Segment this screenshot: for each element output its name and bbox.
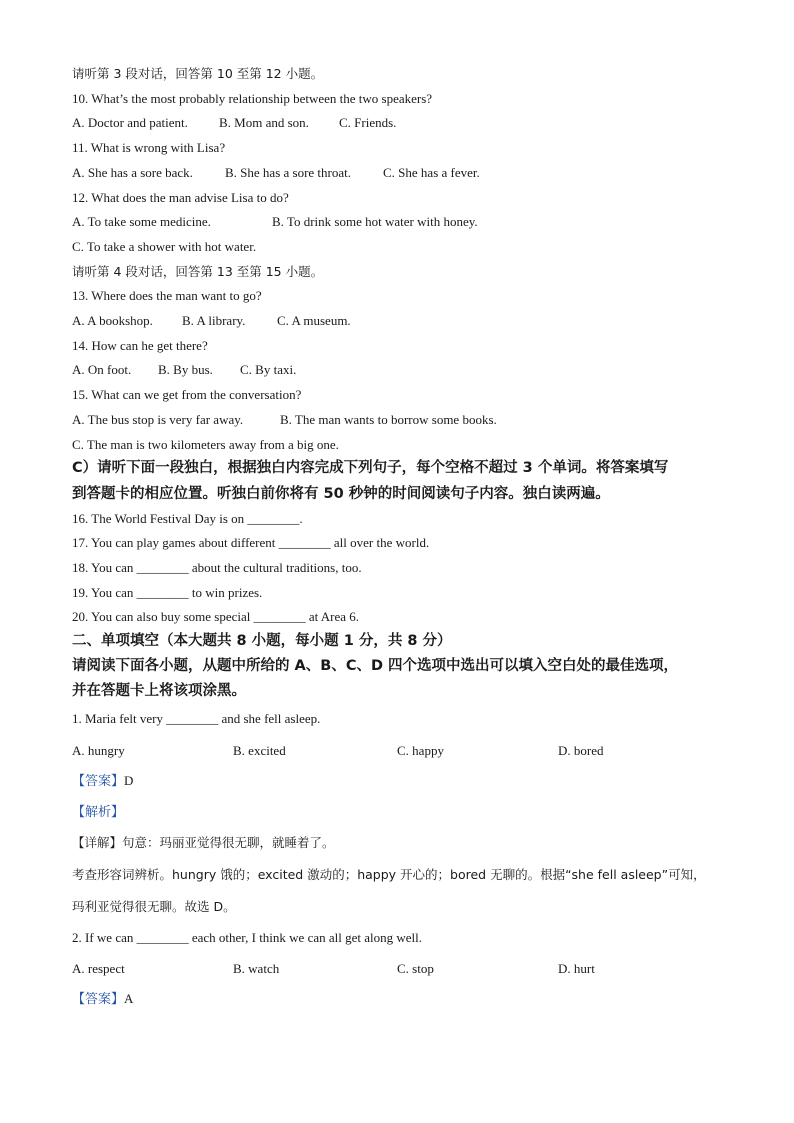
mcq-1-option-d: D. bored <box>558 743 604 758</box>
q10-option-a: A. Doctor and patient. <box>72 115 188 130</box>
question-11: 11. What is wrong with Lisa? <box>72 140 226 155</box>
q10-option-b: B. Mom and son. <box>219 115 309 130</box>
analysis-label: 【解析】 <box>72 805 125 820</box>
section-c-instruction-line1: C）请听下面一段独白，根据独白内容完成下列句子，每个空格不超过 3 个单词。将答案填写 <box>72 460 669 476</box>
detail-text: 句意：玛丽亚觉得很无聊，就睡着了。 <box>122 835 335 850</box>
mcq-2-blank: ________ <box>136 930 189 945</box>
item-20-text-end: at Area 6. <box>305 609 360 624</box>
answer-label: 【答案】 <box>72 992 125 1007</box>
mcq-1-option-c: C. happy <box>397 743 444 758</box>
mcq-2-text-end: each other, I think we can all get along well. <box>188 930 422 945</box>
q11-option-a: A. She has a sore back. <box>72 165 193 180</box>
part4-instruction: 请听第 4 段对话，回答第 13 至第 15 小题。 <box>72 264 324 279</box>
q14-option-a: A. On foot. <box>72 362 132 377</box>
blank-item-18 <box>72 560 362 576</box>
item-20-blank: ________ <box>253 609 306 624</box>
part3-instruction: 请听第 3 段对话，回答第 10 至第 12 小题。 <box>72 66 324 81</box>
q11-option-c: C. She has a fever. <box>383 165 480 180</box>
item-18-blank: ________ <box>136 560 189 575</box>
q15-option-a: A. The bus stop is very far away. <box>72 412 244 427</box>
q12-option-c: C. To take a shower with hot water. <box>72 239 257 254</box>
mcq-2-answer <box>72 991 133 1008</box>
question-10: 10. What’s the most probably relationship between the two speakers? <box>72 91 433 106</box>
answer-value: D <box>124 773 134 788</box>
mcq-1-stem <box>72 711 320 727</box>
mcq-1-detail <box>72 835 335 851</box>
item-20-text: 20. You can also buy some special <box>72 609 254 624</box>
item-19-blank: ________ <box>136 585 189 600</box>
blank-item-17 <box>72 535 429 551</box>
item-17-text: 17. You can play games about different <box>72 535 279 550</box>
q13-option-c: C. A museum. <box>277 313 351 328</box>
section-c-instruction-line2: 到答题卡的相应位置。听独白前你将有 50 秒钟的时间阅读句子内容。独白读两遍。 <box>72 486 610 502</box>
answer-value: A <box>124 991 134 1006</box>
mcq-2-option-a: A. respect <box>72 961 125 976</box>
blank-item-20 <box>72 609 359 625</box>
q15-option-c: C. The man is two kilometers away from a big one. <box>72 437 339 452</box>
mcq-1-analysis <box>72 804 124 821</box>
mcq-1-blank: ________ <box>166 711 219 726</box>
mcq-1-option-a: A. hungry <box>72 743 125 758</box>
part2-instruction-line2: 并在答题卡上将该项涂黑。 <box>72 683 246 699</box>
question-12: 12. What does the man advise Lisa to do? <box>72 190 289 205</box>
item-19-text: 19. You can <box>72 585 137 600</box>
mcq-2-text: 2. If we can <box>72 930 137 945</box>
answer-label: 【答案】 <box>72 774 125 789</box>
q13-option-b: B. A library. <box>182 313 246 328</box>
mcq-1-explanation-line1: 考查形容词辨析。hungry 饿的；excited 激动的；happy 开心的；bored 无聊的。根据“she fell asleep”可知， <box>72 867 706 882</box>
mcq-2-option-c: C. stop <box>397 961 434 976</box>
q12-option-a: A. To take some medicine. <box>72 214 211 229</box>
q13-option-a: A. A bookshop. <box>72 313 153 328</box>
blank-item-19 <box>72 585 262 601</box>
part2-heading: 二、单项填空（本大题共 8 小题，每小题 1 分，共 8 分） <box>72 633 452 649</box>
mcq-1-text: 1. Maria felt very <box>72 711 167 726</box>
q14-option-c: C. By taxi. <box>240 362 297 377</box>
item-16-text: 16. The World Festival Day is on <box>72 511 248 526</box>
q14-option-b: B. By bus. <box>158 362 213 377</box>
mcq-1-option-b: B. excited <box>233 743 286 758</box>
blank-item-16 <box>72 511 303 527</box>
detail-label: 【详解】 <box>72 835 123 850</box>
q15-option-b: B. The man wants to borrow some books. <box>280 412 497 427</box>
q10-option-c: C. Friends. <box>339 115 397 130</box>
item-18-text-end: about the cultural traditions, too. <box>188 560 362 575</box>
item-18-text: 18. You can <box>72 560 137 575</box>
question-15: 15. What can we get from the conversation? <box>72 387 302 402</box>
q12-option-b: B. To drink some hot water with honey. <box>272 214 478 229</box>
mcq-1-answer <box>72 773 133 790</box>
mcq-2-option-d: D. hurt <box>558 961 595 976</box>
item-16-text-end: . <box>299 511 303 526</box>
mcq-1-explanation-line2: 玛利亚觉得很无聊。故选 D。 <box>72 899 236 914</box>
question-13: 13. Where does the man want to go? <box>72 288 262 303</box>
part2-instruction-line1: 请阅读下面各小题，从题中所给的 A、B、C、D 四个选项中选出可以填入空白处的最佳选项， <box>72 658 679 674</box>
q11-option-b: B. She has a sore throat. <box>225 165 352 180</box>
mcq-2-stem <box>72 930 422 946</box>
mcq-1-text-end: and she fell asleep. <box>218 711 321 726</box>
item-17-blank: ________ <box>278 535 331 550</box>
item-19-text-end: to win prizes. <box>188 585 263 600</box>
item-16-blank: ________ <box>247 511 300 526</box>
item-17-text-end: all over the world. <box>330 535 430 550</box>
mcq-2-option-b: B. watch <box>233 961 280 976</box>
question-14: 14. How can he get there? <box>72 338 208 353</box>
